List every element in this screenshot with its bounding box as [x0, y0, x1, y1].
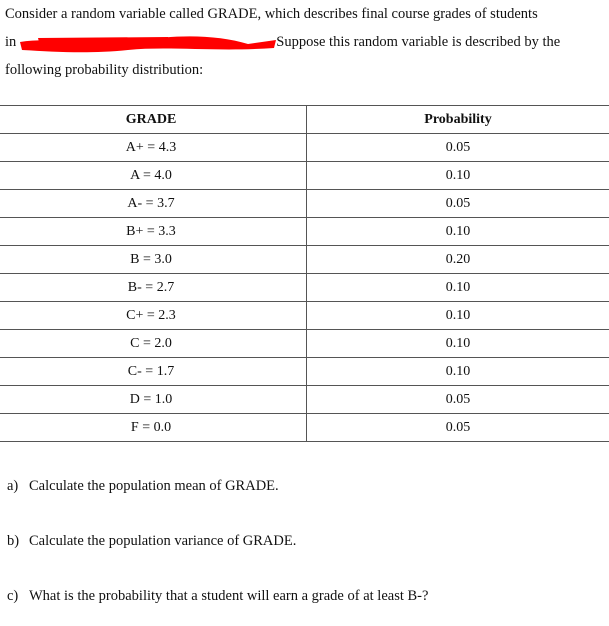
- question-text: Calculate the population variance of GRADE.: [29, 533, 297, 549]
- grade-cell: A- = 3.7: [0, 190, 307, 218]
- table-row: [0, 358, 609, 386]
- grade-cell: A = 4.0: [0, 162, 307, 190]
- probability-table: [0, 105, 609, 442]
- intro-line-1: Consider a random variable called GRADE, which describes final course grades of students: [5, 6, 538, 22]
- intro-line-3: following probability distribution:: [5, 62, 204, 78]
- table-row: [0, 246, 609, 274]
- grade-cell: C- = 1.7: [0, 358, 307, 386]
- grade-cell: D = 1.0: [0, 386, 307, 414]
- grade-cell: A+ = 4.3: [0, 134, 307, 162]
- question-text: What is the probability that a student will earn a grade of at least B-?: [29, 588, 429, 604]
- table-row: [0, 162, 609, 190]
- probability-cell: 0.20: [307, 246, 609, 274]
- grade-cell: C = 2.0: [0, 330, 307, 358]
- question-b: [7, 533, 296, 550]
- probability-cell: 0.05: [307, 386, 609, 414]
- table-row: [0, 386, 609, 414]
- header-probability: Probability: [307, 106, 609, 134]
- grade-cell: B- = 2.7: [0, 274, 307, 302]
- redaction-mark: [18, 36, 276, 50]
- question-c: [7, 588, 428, 605]
- question-letter: b): [7, 533, 20, 549]
- intro-line-2-end: Suppose this random variable is described by the: [276, 34, 561, 50]
- probability-cell: 0.10: [307, 358, 609, 386]
- grade-cell: B+ = 3.3: [0, 218, 307, 246]
- probability-cell: 0.10: [307, 302, 609, 330]
- table-row: [0, 302, 609, 330]
- table-row: [0, 274, 609, 302]
- intro-paragraph: [5, 0, 605, 84]
- intro-line-2: [5, 28, 605, 56]
- probability-cell: 0.05: [307, 414, 609, 442]
- table-row: [0, 134, 609, 162]
- table-row: [0, 330, 609, 358]
- probability-cell: 0.05: [307, 134, 609, 162]
- intro-line-2-start: in: [5, 34, 17, 50]
- table-row: [0, 190, 609, 218]
- question-letter: a): [7, 478, 19, 494]
- question-letter: c): [7, 588, 19, 604]
- probability-cell: 0.10: [307, 218, 609, 246]
- question-a: [7, 478, 279, 495]
- table-row: [0, 414, 609, 442]
- table-header-row: [0, 106, 609, 134]
- grade-cell: C+ = 2.3: [0, 302, 307, 330]
- probability-cell: 0.10: [307, 330, 609, 358]
- header-grade: GRADE: [0, 106, 307, 134]
- probability-cell: 0.10: [307, 162, 609, 190]
- probability-cell: 0.05: [307, 190, 609, 218]
- probability-cell: 0.10: [307, 274, 609, 302]
- question-text: Calculate the population mean of GRADE.: [29, 478, 279, 494]
- grade-cell: F = 0.0: [0, 414, 307, 442]
- grade-cell: B = 3.0: [0, 246, 307, 274]
- table-row: [0, 218, 609, 246]
